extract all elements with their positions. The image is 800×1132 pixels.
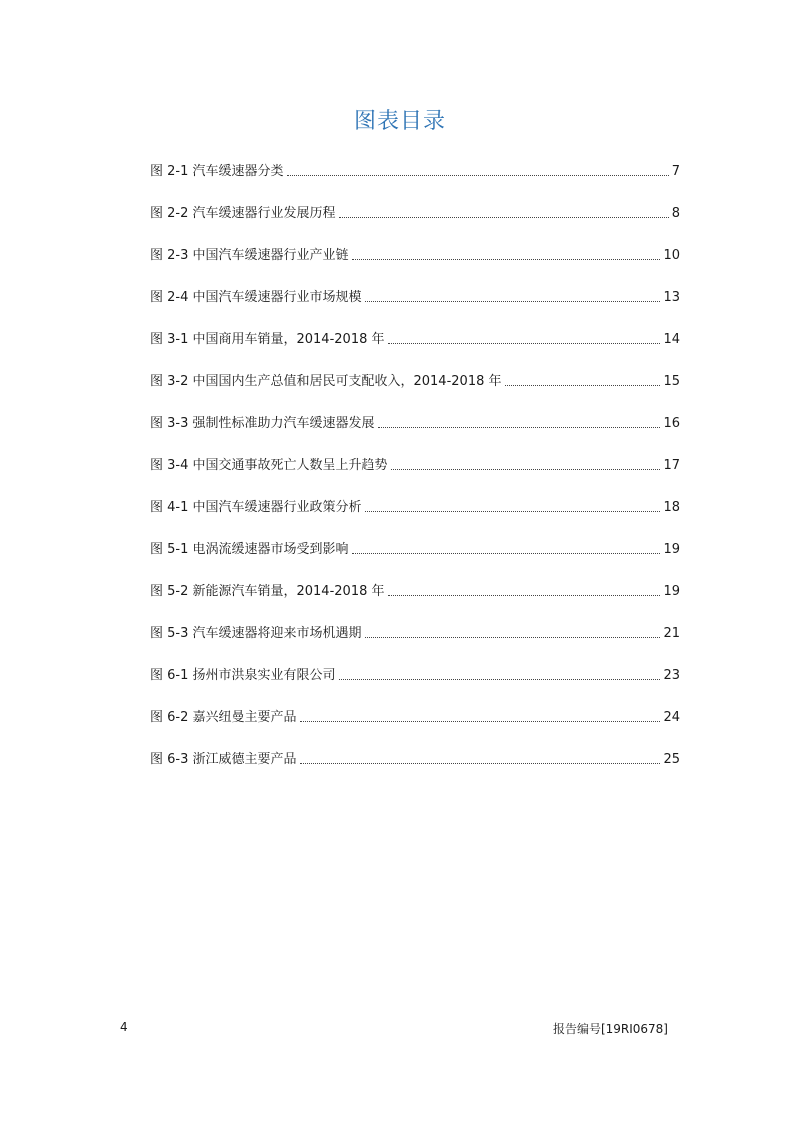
- toc-entry-label: 图 5-1 电涡流缓速器市场受到影响: [150, 541, 349, 557]
- toc-entry-page: 23: [663, 667, 680, 683]
- toc-entry[interactable]: [150, 738, 680, 780]
- toc-entry-page: 10: [663, 247, 680, 263]
- toc-entry[interactable]: [150, 276, 680, 318]
- toc-dot-leader: [505, 385, 661, 386]
- toc-entry[interactable]: [150, 234, 680, 276]
- toc-entry-page: 13: [663, 289, 680, 305]
- toc-dot-leader: [352, 553, 661, 554]
- toc-entry-label: 图 6-2 嘉兴纽曼主要产品: [150, 709, 297, 725]
- toc-entry[interactable]: [150, 486, 680, 528]
- toc-entry-page: 16: [663, 415, 680, 431]
- toc-entry-page: 8: [671, 205, 680, 221]
- toc-dot-leader: [352, 259, 661, 260]
- toc-dot-leader: [339, 679, 661, 680]
- toc-dot-leader: [365, 301, 661, 302]
- page-title: 图表目录: [353, 109, 446, 134]
- toc-entry-page: 24: [663, 709, 680, 725]
- footer-report-number: 报告编号[19RI0678]: [552, 1022, 668, 1036]
- toc-entry-label: 图 6-1 扬州市洪泉实业有限公司: [150, 667, 336, 683]
- toc-dot-leader: [339, 217, 669, 218]
- toc-entry[interactable]: [150, 402, 680, 444]
- toc-entry-label: 图 6-3 浙江威德主要产品: [150, 751, 297, 767]
- toc-entry[interactable]: [150, 696, 680, 738]
- toc-entry-page: 15: [663, 373, 680, 389]
- toc-dot-leader: [378, 427, 661, 428]
- toc-entry-label: 图 2-3 中国汽车缓速器行业产业链: [150, 247, 349, 263]
- toc-entry[interactable]: [150, 318, 680, 360]
- toc-entry-label: 图 3-3 强制性标准助力汽车缓速器发展: [150, 415, 375, 431]
- toc-entry-page: 18: [663, 499, 680, 515]
- toc-entry-page: 19: [663, 541, 680, 557]
- toc-entry-page: 19: [663, 583, 680, 599]
- toc-entry[interactable]: [150, 654, 680, 696]
- toc-entry[interactable]: [150, 192, 680, 234]
- figure-toc: [150, 150, 680, 780]
- toc-entry-label: 图 2-1 汽车缓速器分类: [150, 163, 284, 179]
- toc-dot-leader: [300, 721, 661, 722]
- toc-entry-page: 25: [663, 751, 680, 767]
- toc-entry-label: 图 2-2 汽车缓速器行业发展历程: [150, 205, 336, 221]
- toc-dot-leader: [365, 637, 661, 638]
- toc-entry-label: 图 5-2 新能源汽车销量，2014-2018 年: [150, 583, 385, 599]
- toc-entry-page: 14: [663, 331, 680, 347]
- toc-dot-leader: [365, 511, 661, 512]
- toc-entry[interactable]: [150, 360, 680, 402]
- footer-page-number: 4: [120, 1020, 128, 1034]
- toc-entry[interactable]: [150, 612, 680, 654]
- toc-entry[interactable]: [150, 570, 680, 612]
- toc-entry-label: 图 2-4 中国汽车缓速器行业市场规模: [150, 289, 362, 305]
- toc-dot-leader: [300, 763, 661, 764]
- toc-entry-label: 图 3-1 中国商用车销量，2014-2018 年: [150, 331, 385, 347]
- toc-dot-leader: [388, 343, 661, 344]
- toc-entry-label: 图 4-1 中国汽车缓速器行业政策分析: [150, 499, 362, 515]
- toc-entry[interactable]: [150, 528, 680, 570]
- toc-entry[interactable]: [150, 150, 680, 192]
- toc-entry-label: 图 3-2 中国国内生产总值和居民可支配收入，2014-2018 年: [150, 373, 502, 389]
- toc-entry-label: 图 5-3 汽车缓速器将迎来市场机遇期: [150, 625, 362, 641]
- toc-dot-leader: [391, 469, 661, 470]
- toc-entry-page: 7: [671, 163, 680, 179]
- toc-entry-label: 图 3-4 中国交通事故死亡人数呈上升趋势: [150, 457, 388, 473]
- toc-entry-page: 21: [663, 625, 680, 641]
- toc-dot-leader: [388, 595, 661, 596]
- toc-dot-leader: [287, 175, 669, 176]
- toc-entry-page: 17: [663, 457, 680, 473]
- toc-entry[interactable]: [150, 444, 680, 486]
